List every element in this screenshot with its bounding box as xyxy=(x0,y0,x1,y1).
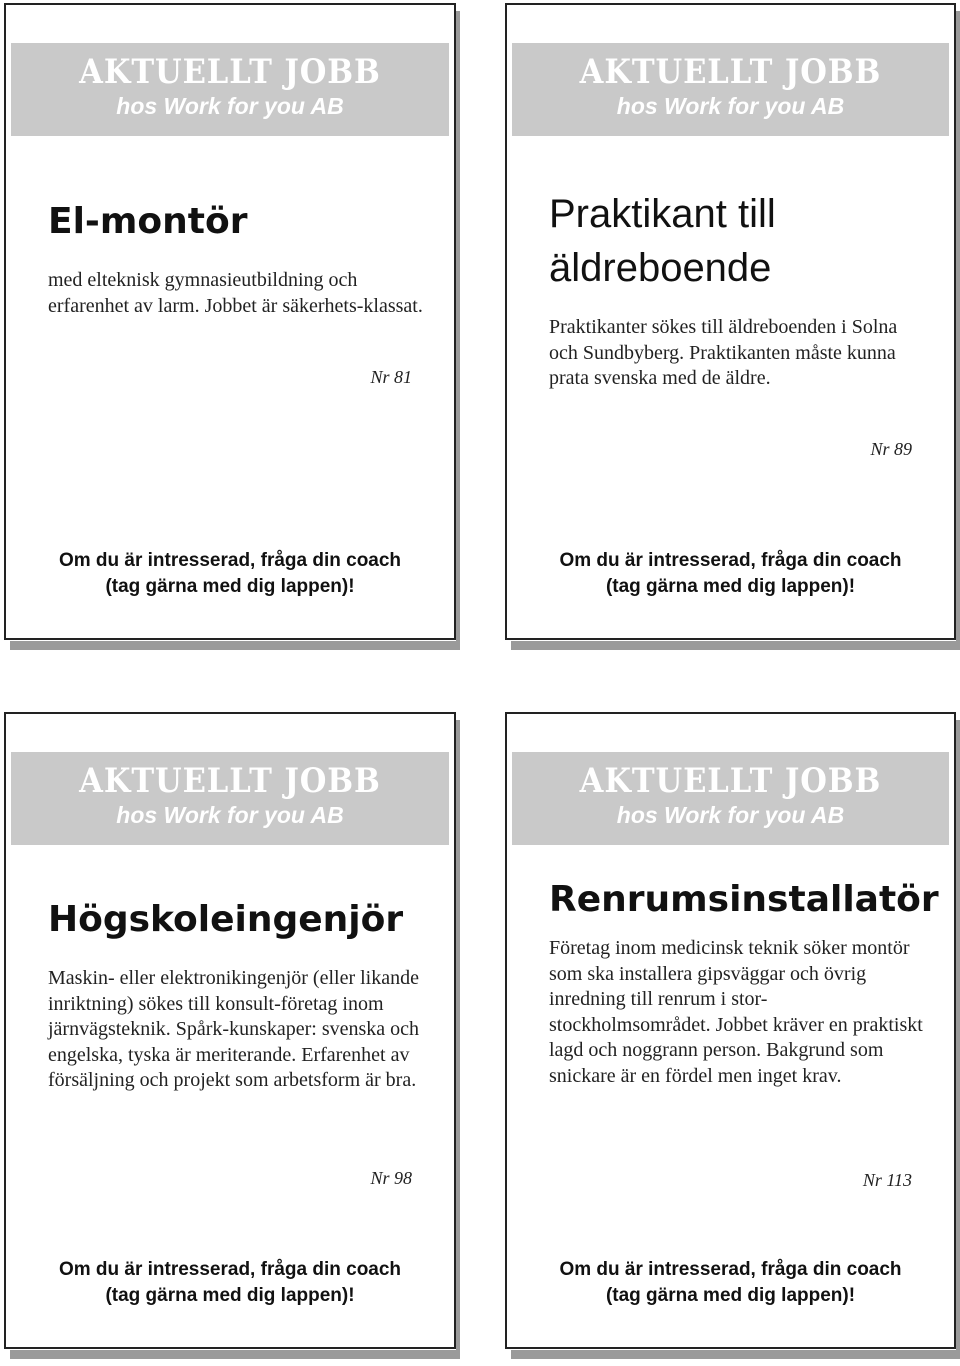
job-title: El-montör xyxy=(48,201,248,242)
card-footer xyxy=(6,548,454,600)
job-title: Högskoleingenjör xyxy=(48,899,404,940)
job-banner xyxy=(512,752,949,845)
job-number: Nr 113 xyxy=(862,1170,912,1190)
job-description: Företag inom medicinsk teknik söker montör som ska installera gipsväggar och övrig inredning till renrum i stor-stockholmsområdet. Jobbet kräver en praktiskt lagd och noggrann person. Bakgrund som snickare är en fördel men inget krav. xyxy=(549,937,923,1087)
job-description: med elteknisk gymnasieutbildning och erfarenhet av larm. Jobbet är säkerhets-klassat. xyxy=(48,269,423,317)
job-number: Nr 89 xyxy=(870,439,912,459)
job-banner xyxy=(512,43,949,136)
job-card-praktikant xyxy=(505,3,956,640)
banner-title: AKTUELLT JOBB xyxy=(579,52,882,92)
footer-line-2: (tag gärna med dig lappen)! xyxy=(105,576,355,597)
footer-line-1: Om du är intresserad, fråga din coach xyxy=(559,550,902,571)
banner-title: AKTUELLT JOBB xyxy=(79,761,381,801)
job-card-el-montor xyxy=(4,3,456,640)
footer-line-1: Om du är intresserad, fråga din coach xyxy=(58,550,402,571)
footer-line-1: Om du är intresserad, fråga din coach xyxy=(58,1259,402,1280)
banner-subtitle: hos Work for you AB xyxy=(116,93,344,119)
footer-line-2: (tag gärna med dig lappen)! xyxy=(605,576,856,597)
footer-line-2: (tag gärna med dig lappen)! xyxy=(105,1285,355,1306)
banner-title: AKTUELLT JOBB xyxy=(79,52,381,92)
job-title: Praktikant till äldreboende xyxy=(549,192,776,290)
job-description: Maskin- eller elektronikingenjör (eller likande inriktning) sökes till konsult-företag inom järnvägsteknik. Spårk-kunskaper: svenska och engelska, tyska är meriterande. Erfarenhet av försäljning och projekt som arbetsform är bra. xyxy=(48,967,420,1091)
footer-line-1: Om du är intresserad, fråga din coach xyxy=(559,1259,902,1280)
card-footer xyxy=(6,1257,454,1309)
job-banner xyxy=(11,752,449,845)
banner-subtitle: hos Work for you AB xyxy=(616,802,845,828)
job-banner xyxy=(11,43,449,136)
job-number: Nr 98 xyxy=(370,1168,412,1188)
banner-title: AKTUELLT JOBB xyxy=(579,761,882,801)
banner-subtitle: hos Work for you AB xyxy=(116,802,344,828)
job-card-renrumsinstallator xyxy=(505,712,956,1349)
footer-line-2: (tag gärna med dig lappen)! xyxy=(605,1285,856,1306)
banner-subtitle: hos Work for you AB xyxy=(616,93,845,119)
job-card-hogskoleingenjor xyxy=(4,712,456,1349)
job-description: Praktikanter sökes till äldreboenden i Solna och Sundbyberg. Praktikanten måste kunna prata svenska med de äldre. xyxy=(549,316,898,389)
job-title: Renrumsinstallatör xyxy=(549,879,939,920)
card-footer xyxy=(507,1257,954,1309)
card-footer xyxy=(507,548,954,600)
job-number: Nr 81 xyxy=(370,367,412,387)
